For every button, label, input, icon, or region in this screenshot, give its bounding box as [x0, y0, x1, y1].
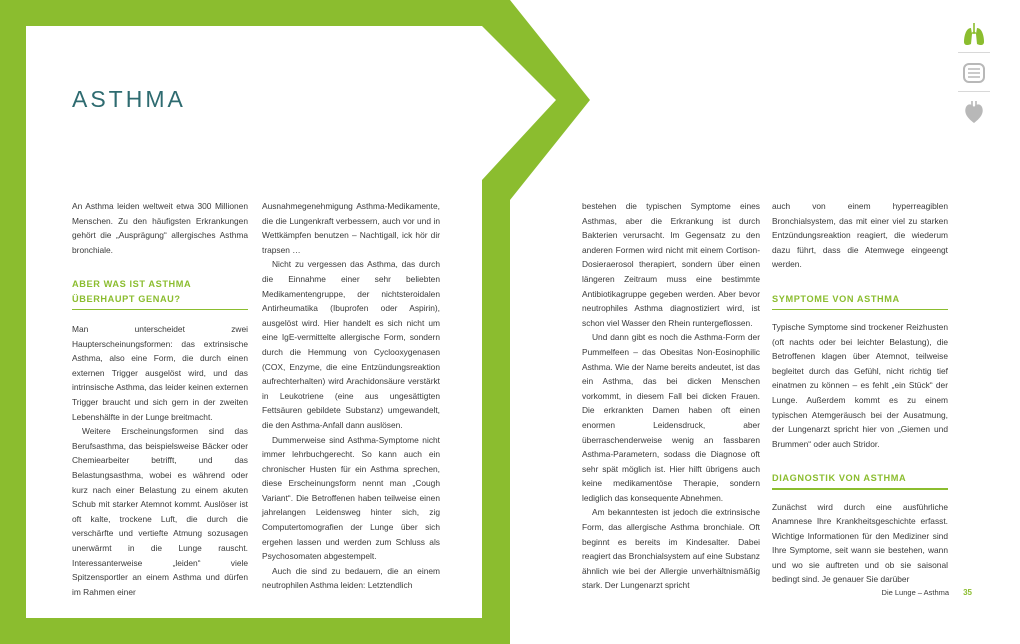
lungs-icon[interactable]	[960, 20, 988, 48]
paragraph: Auch die sind zu bedauern, die an einem neutrophilen Asthma leiden: Letztendlich	[262, 565, 440, 591]
text-column-2	[262, 199, 440, 593]
page-footer	[882, 588, 972, 597]
page-number: 35	[963, 588, 972, 597]
text-column-1	[72, 199, 248, 599]
intro-paragraph: An Asthma leiden weltweit etwa 300 Millionen Menschen. Zu den häufigsten Erkrankungen gehört die „Ausprägung“ allergisches Asthma bronchiale.	[72, 201, 248, 255]
paragraph: Nicht zu vergessen das Asthma, das durch die Einnahme einer sehr beliebten Medikamentengruppe, der nichtsteroidalen Antirheumatika (Ibuprofen oder Aspirin), ausgelöst wird. Hier handelt es sich nicht um eine IgE-vermittelte allergische Form, sondern durch die Hemmung von Cyclooxygenasen (COX, Enzyme, die eine Entzündungsreaktion aufrechterhalten) wird Arachidonsäure verstärkt in Leukotriene (eine aus ungesättigten Fettsäuren gebildete Substanz) umgewandelt, die den Asthma-Anfall dann auslösen.	[262, 259, 440, 430]
chapter-title: ASTHMA	[72, 86, 186, 112]
text-column-4	[772, 199, 948, 587]
paragraph: Weitere Erscheinungsformen sind das Berufsasthma, das beispielsweise Bäcker oder Chemiearbeiter betrifft, und das Belastungsasthma, wobei es während oder kurz nach einer Belastung zu einem akuten Schub mit starker Atemnot kommt. Auslöser ist oft kalte, trockene Luft, die durch die verschärfte und vertiefte Atmung sozusagen unerwärmt in die Lunge rauscht. Interessanterweise „leiden“ viele Spitzensportler an einem Asthma und dürfen im Rahmen einer	[72, 426, 248, 597]
paragraph: Am bekanntesten ist jedoch die extrinsische Form, das allergische Asthma bronchiale. Oft beginnt es bereits im Kindesalter. Dabei reagiert das Bronchialsystem auf eine Substanz ähnlich wie bei der Allergie unverhältnismäßig stark. Der Lungenarzt spricht	[582, 507, 760, 591]
paragraph: Typische Symptome sind trockener Reizhusten (oft nachts oder bei leichter Belastung), die Betroffenen klagen über Atemnot, teilweise begleitet durch das Gefühl, nicht richtig tief einatmen zu können – es fehlt „ein Stück“ der Lunge. Außerdem kommt es zu einem typischen Atemgeräusch bei der Ausatmung, der Lungenarzt spricht hier von „Giemen und Brummen“ oder auch Stridor.	[772, 322, 948, 449]
running-title: Die Lunge – Asthma	[881, 588, 950, 597]
paragraph: bestehen die typischen Symptome eines Asthmas, aber die Erkrankung ist durch Bakterien verursacht. Im Gegensatz zu den anderen Formen wird nicht mit einem Cortison-Dosieraerosol therapiert, sondern über einen längeren Zeitraum muss eine bestimmte Antibiotikagruppe gegeben werden. Aber bevor neutrophiles Asthma diagnostiziert wird, ist schon viel Wasser den Rhein runtergeflossen.	[582, 201, 760, 328]
paragraph: Dummerweise sind Asthma-Symptome nicht immer lehrbuchgerecht. So kann auch ein chronischer Husten für ein Asthma sprechen, diese Erscheinungsform nennt man „Cough Variant“. Die Betroffenen haben teilweise einen jahrelangen Leidensweg hinter sich, zig Computertomografien der Lunge über sich ergehen lassen und werden zum Schluss als Psychosomaten abgestempelt.	[262, 434, 440, 562]
paragraph: auch von einem hyperreagiblen Bronchialsystem, das mit einer viel zu starken Entzündungsreaktion reagiert, die wiederum dazu führt, dass die Atemwege eingeengt werden.	[772, 201, 948, 270]
chapter-nav	[960, 20, 988, 134]
section-heading-what-is-asthma: ABER WAS IST ASTHMA ÜBERHAUPT GENAU?	[72, 279, 191, 304]
paragraph: Zunächst wird durch eine ausführliche Anamnese Ihre Krankheitsgeschichte erfasst. Wichtige Informationen für den Mediziner sind Ihre Symptome, seit wann sie bestehen, wann und wo sie auftreten und ob sie saisonal bedingt sind. Je genauer Sie darüber	[772, 501, 948, 585]
section-heading-symptoms: SYMPTOME VON ASTHMA	[772, 293, 900, 304]
paragraph: Ausnahmegenehmigung Asthma-Medikamente, die die Lungenkraft verbessern, auch vor und in Wettkämpfen benutzen – Nachtigall, ick hör dir trapsen …	[262, 201, 440, 255]
heart-icon[interactable]	[960, 98, 988, 126]
paragraph: Man unterscheidet zwei Haupterscheinungsformen: das extrinsische Asthma, also eine Form, die durch einen externen Trigger ausgelöst wird, und das intrinsische Asthma, das leider keinen externen Trigger braucht und sich gern in der zweiten Lebenshälfte in der Lunge breitmacht.	[72, 324, 248, 422]
nav-separator	[958, 91, 990, 92]
paragraph: Und dann gibt es noch die Asthma-Form der Pummelfeen – das Obesitas Non-Eosinophilic Asthma. Wie der Name bereits andeutet, ist das ein Asthma, das bei dicken Menschen vorkommt, in diesem Fall bei dicken Frauen. Die erkrankten Damen haben oft einen enormen Leidensdruck, aber überraschenderweise wenig an fassbaren Asthma-Parametern, sodass die Diagnose oft sehr spät möglich ist. Hier hilft übrigens auch keine medikamentöse Therapie, sondern lediglich das konsequente Abnehmen.	[582, 332, 760, 503]
nav-separator	[958, 52, 990, 53]
text-column-3	[582, 199, 760, 593]
intestine-icon[interactable]	[960, 59, 988, 87]
section-heading-diagnostics: DIAGNOSTIK VON ASTHMA	[772, 473, 907, 484]
